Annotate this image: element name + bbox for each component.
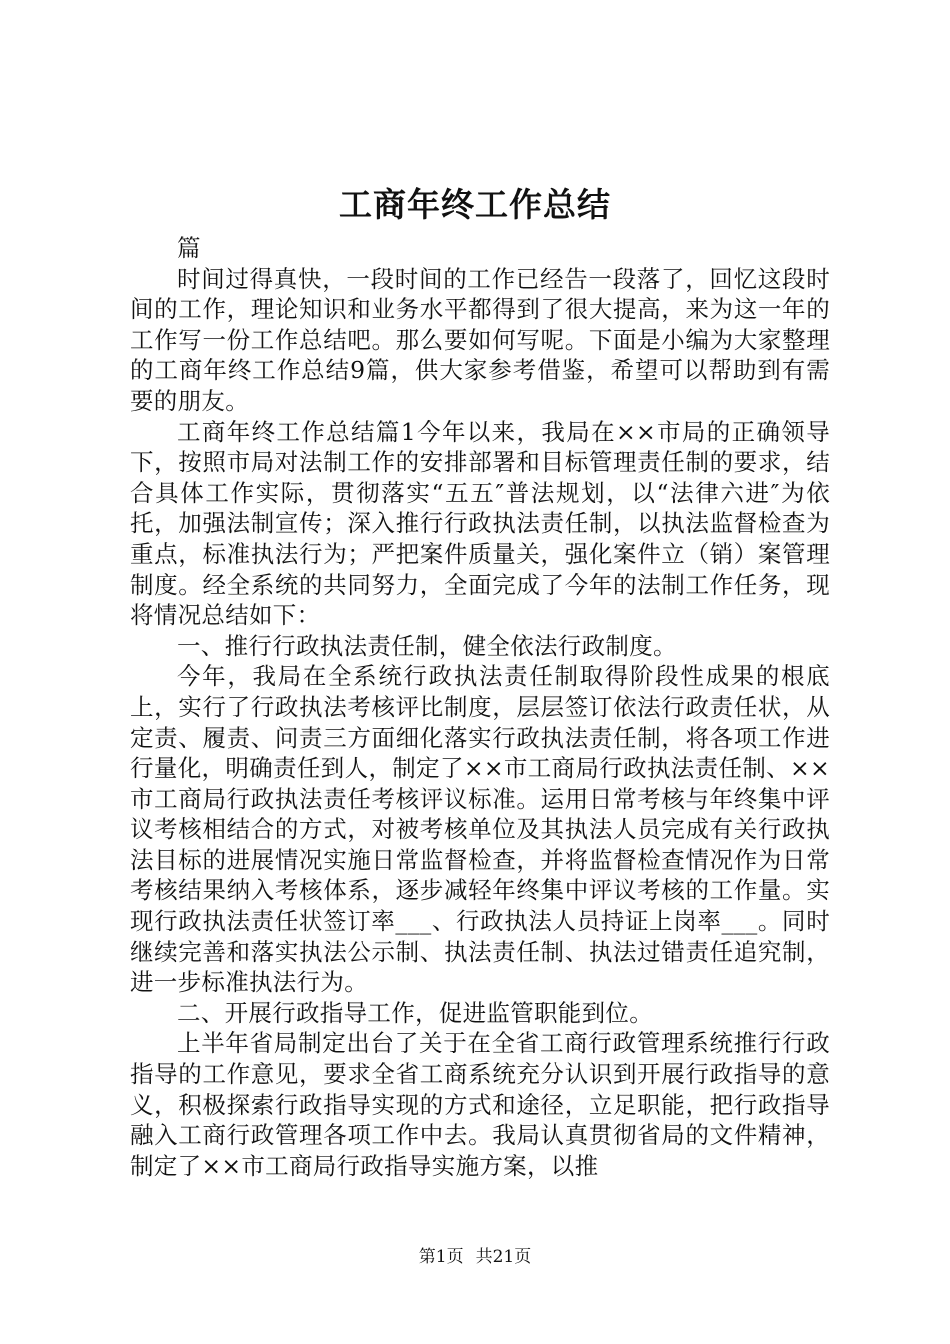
document-title: 工商年终工作总结 — [339, 185, 611, 224]
paragraph-section-2: 上半年省局制定出台了关于在全省工商行政管理系统推行行政指导的工作意见，要求全省工商系统充分认识到开展行政指导的意义，积极探索行政指导实现的方式和途径，立足职能，把行政指导融入工商行政管理各项工作中去。我局认真贯彻省局的文件精神，制定了××市工商局行政指导实施方案，以推 — [130, 1029, 830, 1180]
page-footer — [0, 1246, 950, 1268]
page-number: 第1页 — [418, 1247, 464, 1267]
paragraph-heading-pian: 篇 — [177, 234, 201, 262]
section-heading-2: 二、开展行政指导工作，促进监管职能到位。 — [177, 998, 653, 1027]
page-total: 共21页 — [475, 1247, 532, 1267]
document-body — [130, 233, 830, 1181]
paragraph-summary-1: 工商年终工作总结篇1今年以来，我局在××市局的正确领导下，按照市局对法制工作的安排部署和目标管理责任制的要求，结合具体工作实际，贯彻落实“五五″普法规划，以“法律六进″为依托，加强法制宣传；深入推行行政执法责任制，以执法监督检查为重点，标准执法行为；严把案件质量关，强化案件立（销）案管理制度。经全系统的共同努力，全面完成了今年的法制工作任务，现将情况总结如下： — [130, 417, 830, 630]
section-heading-1: 一、推行行政执法责任制，健全依法行政制度。 — [177, 631, 677, 660]
paragraph-section-1: 今年，我局在全系统行政执法责任制取得阶段性成果的根底上，实行了行政执法考核评比制度，层层签订依法行政责任状，从定责、履责、问责三方面细化落实行政执法责任制，将各项工作进行量化，明确责任到人，制定了××市工商局行政执法责任制、××市工商局行政执法责任考核评议标准。运用日常考核与年终集中评议考核相结合的方式，对被考核单位及其执法人员完成有关行政执法目标的进展情况实施日常监督检查，并将监督检查情况作为日常考核结果纳入考核体系，逐步减轻年终集中评议考核的工作量。实现行政执法责任状签订率___、行政执法人员持证上岗率___。同时继续完善和落实执法公示制、执法责任制、执法过错责任追究制，进一步标准执法行为。 — [130, 662, 830, 997]
paragraph-intro: 时间过得真快，一段时间的工作已经告一段落了，回忆这段时间的工作，理论知识和业务水平都得到了很大提高，来为这一年的工作写一份工作总结吧。那么要如何写呢。下面是小编为大家整理的工商年终工作总结9篇，供大家参考借鉴，希望可以帮助到有需要的朋友。 — [130, 264, 830, 415]
